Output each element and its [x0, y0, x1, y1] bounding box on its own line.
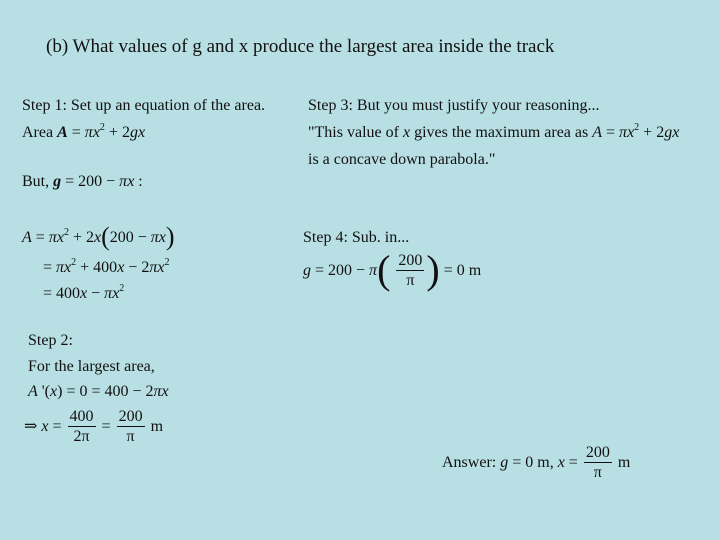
step1-line3: = $400x - \pi x^2$: [43, 283, 125, 302]
answer-line: [442, 444, 630, 483]
slide-title: (b) What values of g and x produce the largest area inside the track: [46, 36, 555, 57]
answer-x: x =: [557, 454, 578, 472]
fraction-200-over-pi: $\frac{200}{\pi}$: [398, 252, 423, 289]
step3-heading: Step 3: But you must justify your reasoning...: [308, 97, 600, 114]
answer-fraction-200-over-pi: $\frac{200}{\pi}$: [585, 444, 610, 481]
step4-expression: g = 200 − π( $\frac{200}{\pi}$ ) = 0 m: [303, 247, 482, 293]
step1-line2: = $\pi x^2 + 400x - 2\pi x^2$: [43, 257, 170, 276]
fraction-400-over-2pi: $\frac{400}{2\pi}$: [69, 408, 94, 445]
step1-area-equation: [22, 124, 145, 142]
unit-m: m: [150, 418, 164, 436]
step1-line1: $A = \pi x^2 + 2x(200 - \pi x)$: [22, 222, 175, 251]
answer-label: Answer:: [442, 454, 497, 472]
but-label: But,: [22, 173, 50, 190]
answer-g: g = 0 m,: [500, 454, 554, 472]
answer-unit: m: [617, 454, 631, 472]
fraction-200-over-pi: $\frac{200}{\pi}$: [118, 408, 143, 445]
implies-x: ⇒ x =: [24, 418, 62, 436]
step3-quote-line1: "This value of x gives the maximum area as $A = \pi x^2 + 2gx$: [308, 122, 680, 141]
step1-but-line: [22, 173, 143, 191]
step4-result: = 0 m: [443, 262, 482, 280]
step2-text: For the largest area,: [28, 358, 155, 375]
step1-heading: Step 1: Set up an equation of the area.: [22, 97, 266, 114]
g-substitution: g = 200 − πx :: [53, 173, 143, 190]
step2-solution: ⇒ x = $\frac{400}{2\pi}$ = $\frac{200}{\pi}$ m: [24, 408, 164, 445]
step2-derivative: A '(x) = 0 = 400 − 2πx: [28, 383, 169, 400]
step2-heading: Step 2:: [28, 332, 73, 349]
step3-quote-line2: is a concave down parabola.": [308, 151, 496, 168]
step4-heading: Step 4: Sub. in...: [303, 229, 410, 246]
area-expression: $A = \pi x^2 + 2gx$: [57, 122, 146, 141]
area-label: Area: [22, 124, 54, 141]
